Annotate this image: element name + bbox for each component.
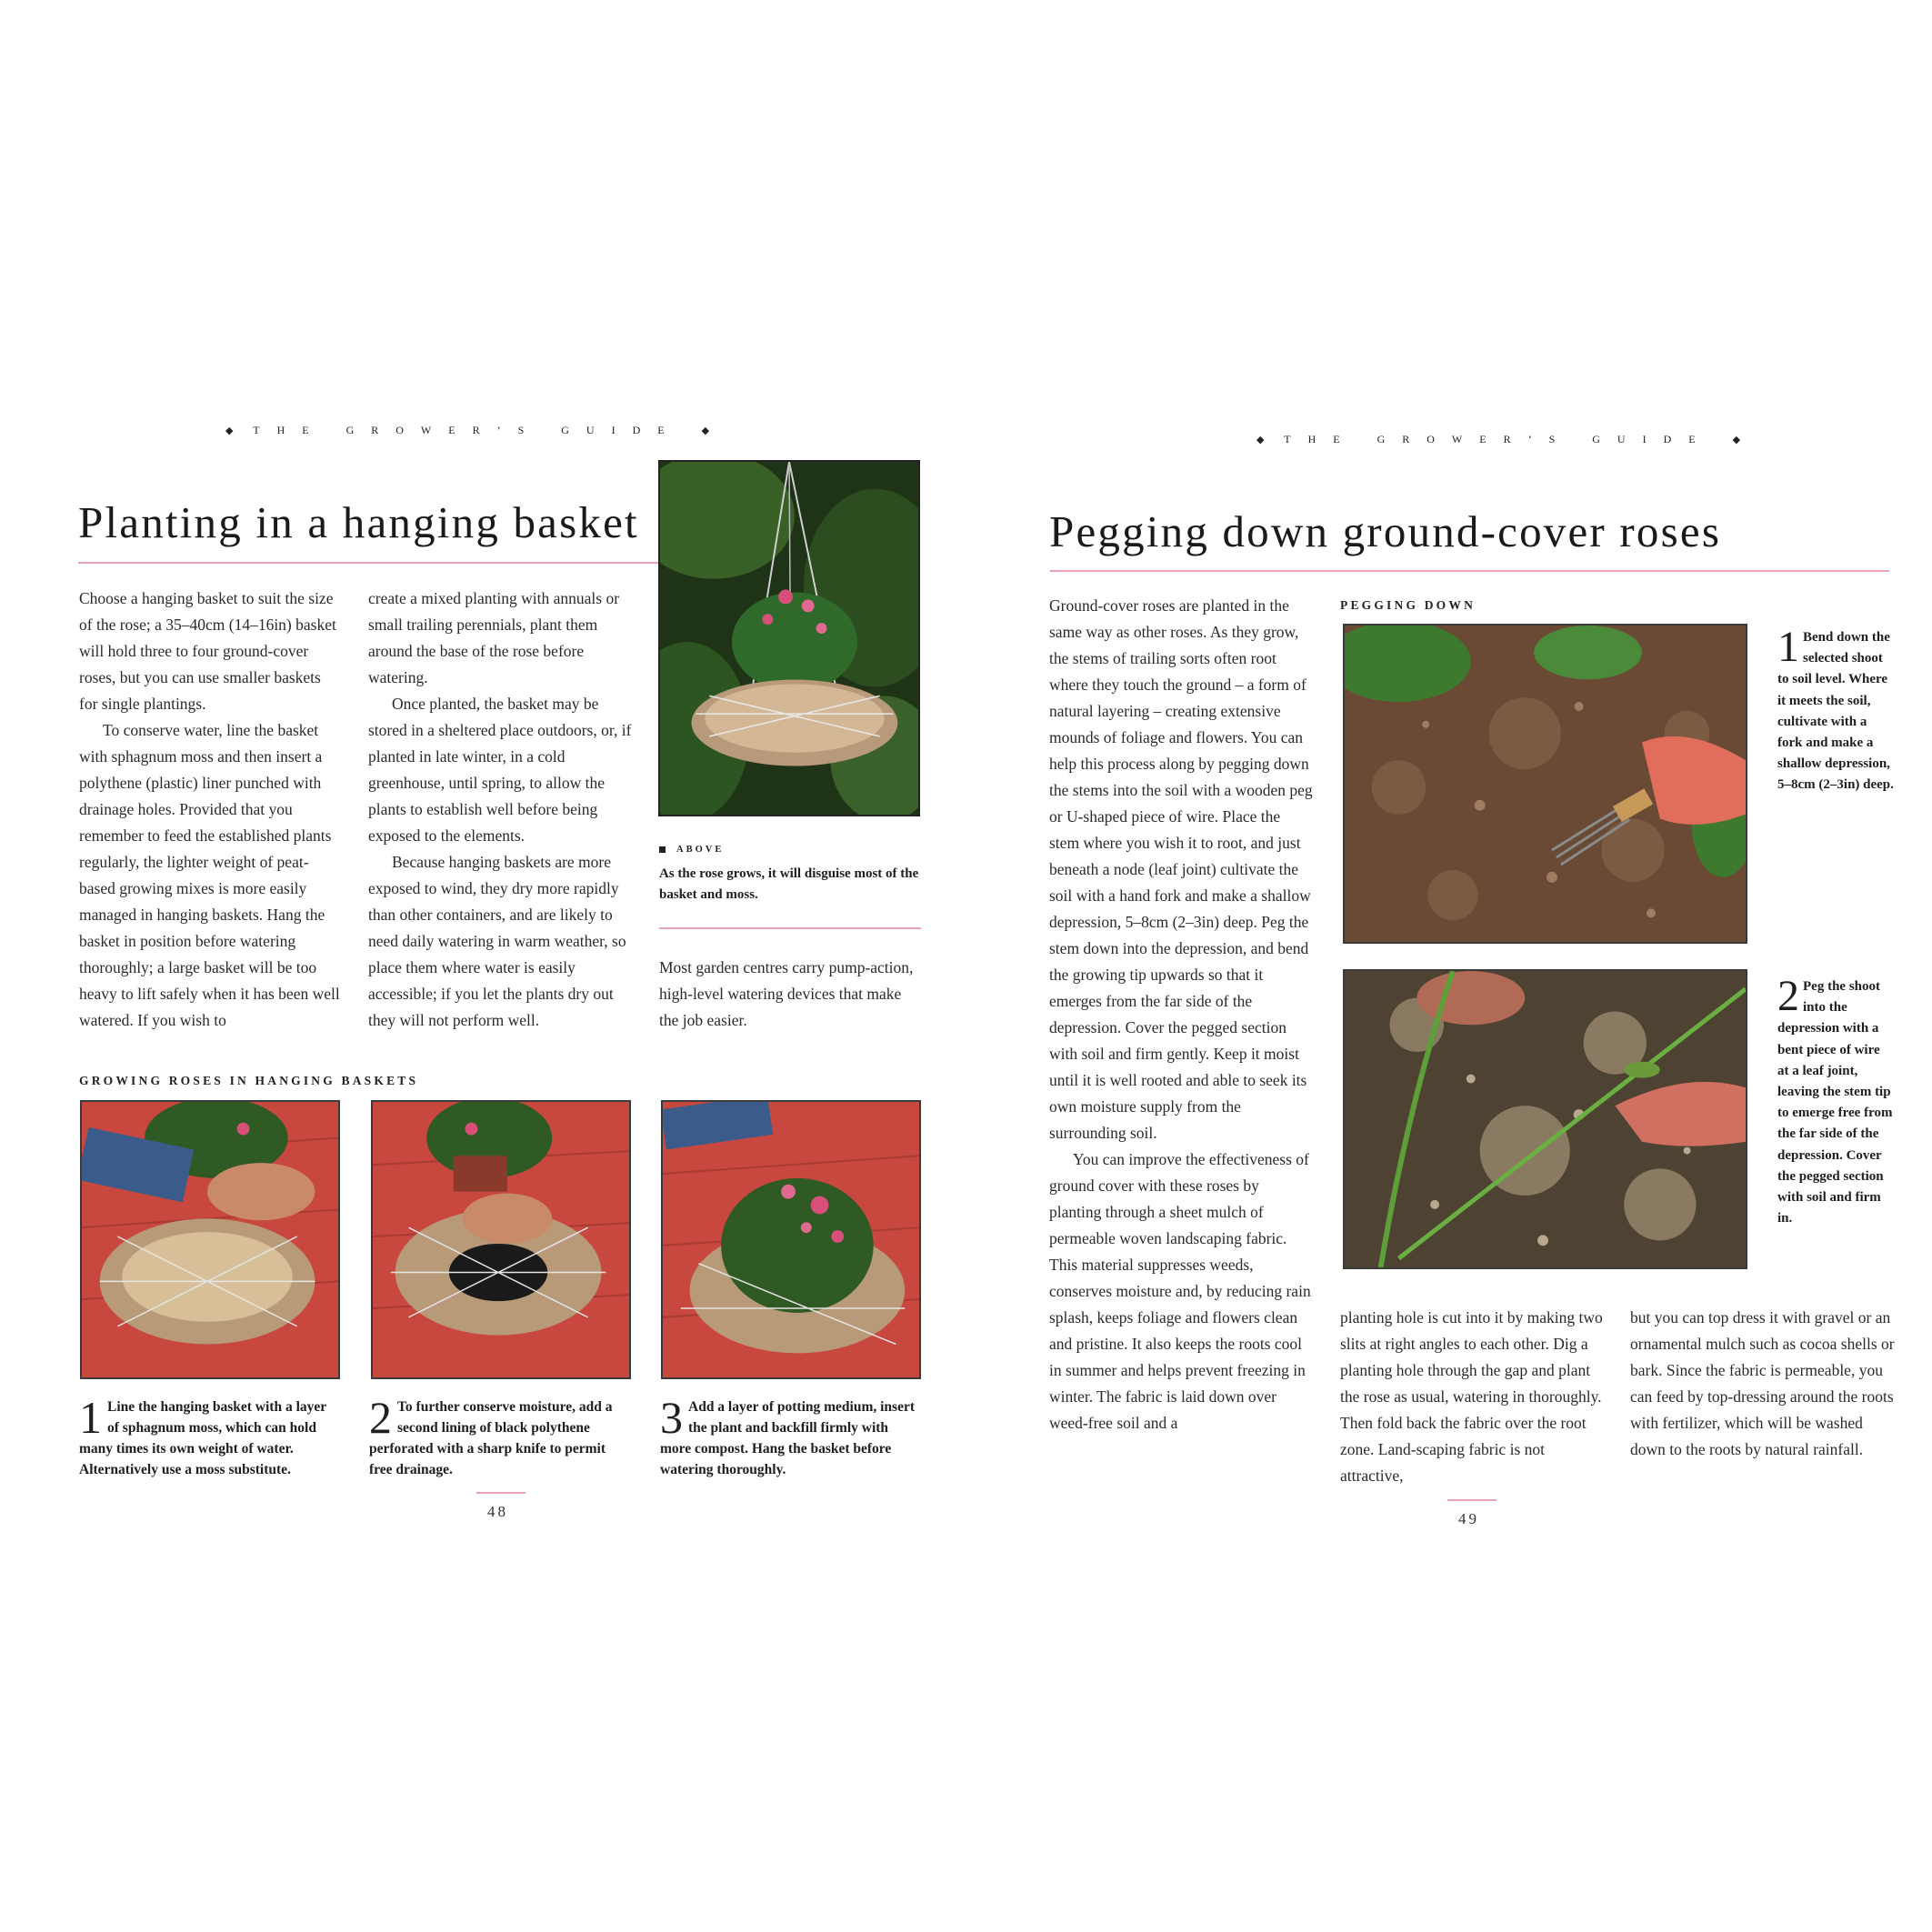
pegging-step1-photo xyxy=(1343,624,1747,944)
left-col2-para3: Because hanging baskets are more exposed to wind, they dry more rapidly than other containers, and are likely to need daily watering in warm weather, so place them where water is easily accessible; if you let the plants dry out they will not perform well. xyxy=(368,853,626,1029)
basket-step1-text: Line the hanging basket with a layer of sphagnum moss, which can hold many times its own weight of water. Alternatively use a moss substitute. xyxy=(79,1399,326,1477)
basket-step3-text: Add a layer of potting medium, insert the plant and backfill firmly with more compost. Hang the basket before watering thoroughly. xyxy=(660,1399,916,1477)
basket-step3-caption xyxy=(660,1392,916,1480)
above-caption-text: As the rose grows, it will disguise most of the basket and moss. xyxy=(659,866,919,902)
pegging-step1-caption xyxy=(1777,623,1894,796)
step1-photo xyxy=(80,1100,340,1379)
left-body-col1 xyxy=(79,586,343,1034)
left-running-head-text: THE GROWER’S GUIDE xyxy=(253,424,682,436)
pegging-step2-photo xyxy=(1343,969,1747,1269)
right-page-number: 49 xyxy=(1458,1510,1479,1527)
right-page-number-rule xyxy=(1447,1499,1497,1501)
basket-step1-number: 1 xyxy=(79,1392,102,1443)
basket-step1-caption xyxy=(79,1392,335,1480)
left-page-number-rule xyxy=(476,1492,526,1494)
basket-step3-number: 3 xyxy=(660,1392,683,1443)
right-col2-para1: planting hole is cut into it by making two slits at right angles to each other. Dig a planting hole through the gap and plant the rose as usual, watering in thoroughly. Then fold back the fabric over the root zone. Land-scaping fabric is not attractive, xyxy=(1340,1308,1603,1485)
pegging-step1-text: Bend down the selected shoot to soil level. Where it meets the soil, cultivate with a fork and make a shallow depression, 5–8cm (2–3in) deep. xyxy=(1777,630,1894,793)
step2-photo xyxy=(371,1100,631,1379)
left-running-head: ◆ THE GROWER’S GUIDE ◆ xyxy=(225,424,710,436)
left-col1-para2: To conserve water, line the basket with sphagnum moss and then insert a polythene (plastic) liner punched with drainage holes. Provided that you remember to feed the established plants regularly, the lighter weight of peat-based growing mixes is more easily managed in hanging baskets. Hang the basket in position before watering thoroughly; a large basket will be too heavy to lift safely when it has been well watered. If you wish to xyxy=(79,721,340,1029)
left-col2-para1: create a mixed planting with annuals or small trailing perennials, plant them around the base of the rose before watering. xyxy=(368,589,620,686)
right-page-title: Pegging down ground-cover roses xyxy=(1049,506,1722,556)
left-col1-para1: Choose a hanging basket to suit the size of the rose; a 35–40cm (14–16in) basket will hold three to four ground-cover roses, but you can use smaller baskets for single plantings. xyxy=(79,589,336,713)
right-body-col2 xyxy=(1340,1305,1606,1489)
hanging-baskets-section-head: GROWING ROSES IN HANGING BASKETS xyxy=(79,1074,419,1087)
left-col2-para2: Once planted, the basket may be stored in a sheltered place outdoors, or, if planted in late winter, in a cold greenhouse, until spring, to allow the plants to establish well before being exposed to the elements. xyxy=(368,695,632,845)
basket-step2-text: To further conserve moisture, add a second lining of black polythene perforated with a sharp knife to permit free drainage. xyxy=(369,1399,613,1477)
left-title-rule xyxy=(78,562,660,564)
right-col1-para2: You can improve the effectiveness of ground cover with these roses by planting through a sheet mulch of permeable woven landscaping fabric. This material suppresses weeds, conserves moisture and, by reducing rain splash, keeps foliage and flowers clean and pristine. It also keeps the roots cool in summer and helps prevent freezing in winter. The fabric is laid down over weed-free soil and a xyxy=(1049,1150,1311,1432)
left-caption-rule xyxy=(659,927,921,929)
left-body-col3 xyxy=(659,955,916,1034)
square-bullet-icon xyxy=(659,846,666,853)
step3-photo xyxy=(661,1100,921,1379)
right-title-rule xyxy=(1050,570,1889,572)
basket-step2-number: 2 xyxy=(369,1392,392,1443)
right-running-head: ◆ THE GROWER’S GUIDE ◆ xyxy=(1256,433,1741,445)
above-caption-label xyxy=(659,845,724,855)
pegging-step2-number: 2 xyxy=(1777,972,1799,1020)
pegging-step1-number: 1 xyxy=(1777,623,1799,671)
right-body-col1 xyxy=(1049,593,1313,1436)
above-caption-label-text: ABOVE xyxy=(676,845,725,855)
right-col1-para1: Ground-cover roses are planted in the same way as other roses. As they grow, the stems of trailing sorts often root where they touch the ground – a form of natural layering – creating extensive mounds of foliage and flowers. You can help this process along by pegging down the stems into the soil with a wooden peg or U-shaped piece of wire. Place the stem where you wish it to root, and just beneath a node (leaf joint) cultivate the soil with a hand fork and make a shallow depression, 5–8cm (2–3in) deep. Peg the stem down into the depression, and bend the growing tip upwards so that it emerges from the far side of the depression. Cover the pegged section with soil and firm gently. Keep it moist until it is well rooted and able to seek its own moisture supply from the surrounding soil. xyxy=(1049,596,1313,1142)
right-body-col3 xyxy=(1630,1305,1896,1463)
hanging-basket-photo xyxy=(658,460,920,816)
left-col3-para1: Most garden centres carry pump-action, high-level watering devices that make the job easier. xyxy=(659,958,914,1029)
pegging-step2-text: Peg the shoot into the depression with a bent piece of wire at a leaf joint, leaving the stem tip to emerge free from the far side of the depression. Cover the pegged section with soil and firm in. xyxy=(1777,979,1893,1226)
pegging-down-section-head: PEGGING DOWN xyxy=(1340,598,1477,612)
right-running-head-text: THE GROWER’S GUIDE xyxy=(1284,433,1713,445)
pegging-step2-caption xyxy=(1777,972,1894,1229)
left-body-col2 xyxy=(368,586,634,1034)
left-page-title: Planting in a hanging basket xyxy=(78,497,639,547)
basket-step2-caption xyxy=(369,1392,626,1480)
left-page-number: 48 xyxy=(487,1503,508,1520)
right-col3-para1: but you can top dress it with gravel or an ornamental mulch such as cocoa shells or bark. Since the fabric is permeable, you can feed by top-dressing around the roots with fertilizer, which will be washed down to the roots by natural rainfall. xyxy=(1630,1308,1895,1458)
